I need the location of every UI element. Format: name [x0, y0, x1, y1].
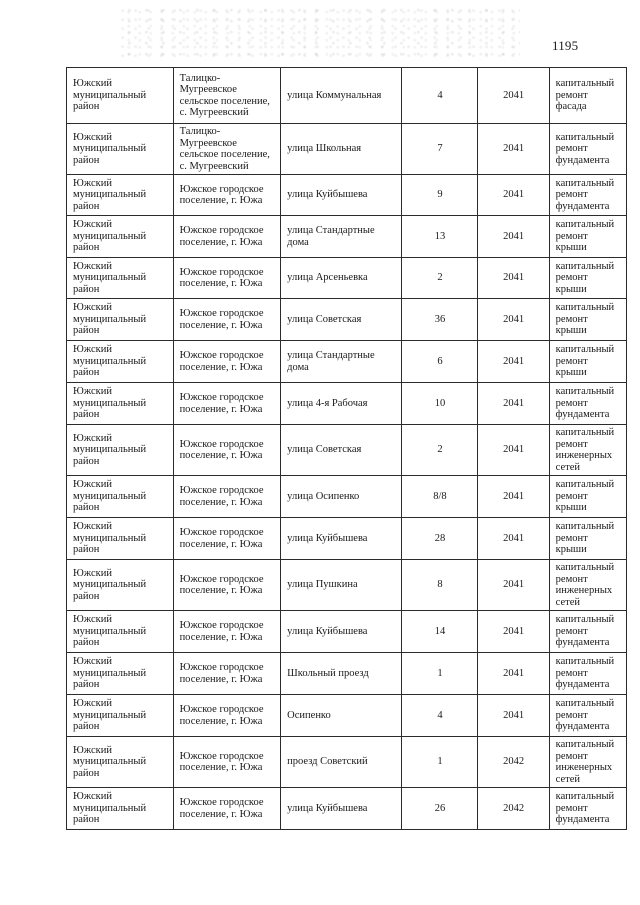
table-row: [67, 788, 627, 830]
street-cell: улица Советская: [281, 299, 402, 341]
settlement-cell: Южское городское поселение, г. Южа: [173, 788, 281, 830]
district-cell: Южский муниципальный район: [67, 68, 174, 124]
year-cell: 2041: [477, 258, 549, 299]
work-type-cell: капитальный ремонт крыши: [549, 216, 626, 258]
house-number-cell: 13: [402, 216, 477, 258]
house-number-cell: 26: [402, 788, 477, 830]
table-row: [67, 216, 627, 258]
work-type-cell: капитальный ремонт инженерных сетей: [549, 737, 626, 788]
work-type-cell: капитальный ремонт крыши: [549, 518, 626, 560]
district-cell: Южский муниципальный район: [67, 299, 174, 341]
district-cell: Южский муниципальный район: [67, 653, 174, 695]
settlement-cell: Южское городское поселение, г. Южа: [173, 737, 281, 788]
street-cell: улица Школьная: [281, 124, 402, 175]
house-number-cell: 8: [402, 560, 477, 611]
settlement-cell: Южское городское поселение, г. Южа: [173, 299, 281, 341]
table-row: [67, 341, 627, 383]
settlement-cell: Южское городское поселение, г. Южа: [173, 611, 281, 653]
settlement-cell: Южское городское поселение, г. Южа: [173, 216, 281, 258]
table-row: [67, 68, 627, 124]
year-cell: 2041: [477, 341, 549, 383]
district-cell: Южский муниципальный район: [67, 175, 174, 216]
work-type-cell: капитальный ремонт фундамента: [549, 383, 626, 425]
house-number-cell: 8/8: [402, 476, 477, 518]
settlement-cell: Южское городское поселение, г. Южа: [173, 695, 281, 737]
house-number-cell: 2: [402, 425, 477, 476]
table-row: [67, 258, 627, 299]
year-cell: 2042: [477, 788, 549, 830]
settlement-cell: Южское городское поселение, г. Южа: [173, 425, 281, 476]
settlement-cell: Южское городское поселение, г. Южа: [173, 560, 281, 611]
house-number-cell: 36: [402, 299, 477, 341]
table-row: [67, 737, 627, 788]
street-cell: улица Стандартные дома: [281, 216, 402, 258]
settlement-cell: Южское городское поселение, г. Южа: [173, 258, 281, 299]
work-type-cell: капитальный ремонт крыши: [549, 258, 626, 299]
district-cell: Южский муниципальный район: [67, 476, 174, 518]
table-row: [67, 518, 627, 560]
house-number-cell: 2: [402, 258, 477, 299]
table-row: [67, 560, 627, 611]
street-cell: улица Куйбышева: [281, 788, 402, 830]
table-row: [67, 653, 627, 695]
district-cell: Южский муниципальный район: [67, 258, 174, 299]
table-row: [67, 299, 627, 341]
street-cell: улица Арсеньевка: [281, 258, 402, 299]
repair-schedule-table: [66, 67, 627, 830]
scan-noise: [120, 8, 520, 60]
house-number-cell: 1: [402, 737, 477, 788]
district-cell: Южский муниципальный район: [67, 518, 174, 560]
table-row: [67, 175, 627, 216]
work-type-cell: капитальный ремонт фундамента: [549, 653, 626, 695]
district-cell: Южский муниципальный район: [67, 737, 174, 788]
district-cell: Южский муниципальный район: [67, 425, 174, 476]
table-row: [67, 383, 627, 425]
year-cell: 2041: [477, 653, 549, 695]
house-number-cell: 4: [402, 695, 477, 737]
work-type-cell: капитальный ремонт фасада: [549, 68, 626, 124]
street-cell: улица Советская: [281, 425, 402, 476]
settlement-cell: Талицко-Мугреевское сельское поселение, с. Мугреевский: [173, 68, 281, 124]
settlement-cell: Южское городское поселение, г. Южа: [173, 175, 281, 216]
street-cell: улица Осипенко: [281, 476, 402, 518]
street-cell: улица Пушкина: [281, 560, 402, 611]
work-type-cell: капитальный ремонт фундамента: [549, 788, 626, 830]
work-type-cell: капитальный ремонт крыши: [549, 341, 626, 383]
table-body: [67, 68, 627, 830]
work-type-cell: капитальный ремонт крыши: [549, 476, 626, 518]
year-cell: 2041: [477, 425, 549, 476]
year-cell: 2041: [477, 175, 549, 216]
district-cell: Южский муниципальный район: [67, 216, 174, 258]
work-type-cell: капитальный ремонт инженерных сетей: [549, 425, 626, 476]
work-type-cell: капитальный ремонт фундамента: [549, 611, 626, 653]
year-cell: 2041: [477, 68, 549, 124]
house-number-cell: 14: [402, 611, 477, 653]
settlement-cell: Южское городское поселение, г. Южа: [173, 476, 281, 518]
district-cell: Южский муниципальный район: [67, 341, 174, 383]
district-cell: Южский муниципальный район: [67, 788, 174, 830]
table-row: [67, 695, 627, 737]
year-cell: 2041: [477, 560, 549, 611]
year-cell: 2041: [477, 383, 549, 425]
house-number-cell: 1: [402, 653, 477, 695]
year-cell: 2041: [477, 299, 549, 341]
work-type-cell: капитальный ремонт фундамента: [549, 175, 626, 216]
year-cell: 2041: [477, 124, 549, 175]
street-cell: проезд Советский: [281, 737, 402, 788]
street-cell: улица Куйбышева: [281, 518, 402, 560]
settlement-cell: Южское городское поселение, г. Южа: [173, 518, 281, 560]
page-number: 1195: [552, 38, 579, 53]
street-cell: улица Куйбышева: [281, 611, 402, 653]
street-cell: Школьный проезд: [281, 653, 402, 695]
year-cell: 2041: [477, 518, 549, 560]
year-cell: 2042: [477, 737, 549, 788]
street-cell: улица 4-я Рабочая: [281, 383, 402, 425]
district-cell: Южский муниципальный район: [67, 695, 174, 737]
work-type-cell: капитальный ремонт инженерных сетей: [549, 560, 626, 611]
street-cell: улица Стандартные дома: [281, 341, 402, 383]
settlement-cell: Южское городское поселение, г. Южа: [173, 383, 281, 425]
district-cell: Южский муниципальный район: [67, 611, 174, 653]
house-number-cell: 7: [402, 124, 477, 175]
work-type-cell: капитальный ремонт фундамента: [549, 695, 626, 737]
year-cell: 2041: [477, 611, 549, 653]
street-cell: улица Куйбышева: [281, 175, 402, 216]
settlement-cell: Южское городское поселение, г. Южа: [173, 341, 281, 383]
house-number-cell: 9: [402, 175, 477, 216]
house-number-cell: 4: [402, 68, 477, 124]
district-cell: Южский муниципальный район: [67, 560, 174, 611]
table-row: [67, 611, 627, 653]
house-number-cell: 28: [402, 518, 477, 560]
house-number-cell: 6: [402, 341, 477, 383]
table-row: [67, 124, 627, 175]
house-number-cell: 10: [402, 383, 477, 425]
table-row: [67, 425, 627, 476]
street-cell: Осипенко: [281, 695, 402, 737]
year-cell: 2041: [477, 476, 549, 518]
street-cell: улица Коммунальная: [281, 68, 402, 124]
settlement-cell: Талицко-Мугреевское сельское поселение, с. Мугреевский: [173, 124, 281, 175]
work-type-cell: капитальный ремонт фундамента: [549, 124, 626, 175]
year-cell: 2041: [477, 216, 549, 258]
district-cell: Южский муниципальный район: [67, 383, 174, 425]
settlement-cell: Южское городское поселение, г. Южа: [173, 653, 281, 695]
district-cell: Южский муниципальный район: [67, 124, 174, 175]
work-type-cell: капитальный ремонт крыши: [549, 299, 626, 341]
year-cell: 2041: [477, 695, 549, 737]
table-row: [67, 476, 627, 518]
